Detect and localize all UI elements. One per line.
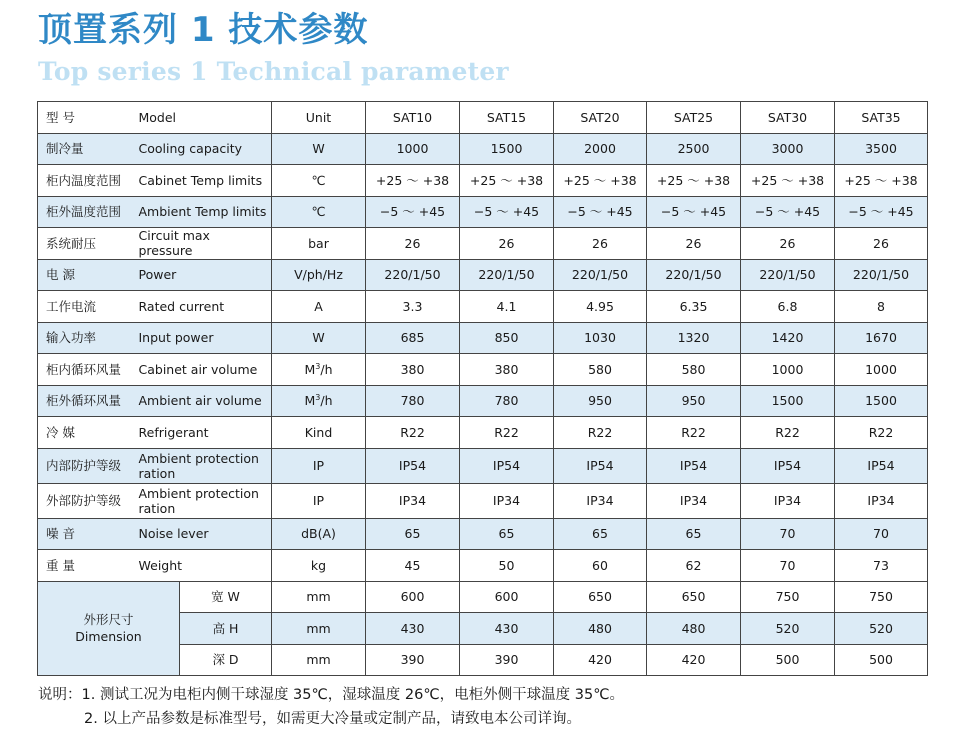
- unit-cell: Kind: [272, 417, 366, 449]
- note-line-2: [38, 707, 624, 731]
- value-cell: +25 ～ +38: [460, 165, 554, 197]
- unit-cell: W: [272, 133, 366, 165]
- unit-base: M: [304, 393, 316, 409]
- spec-table: [37, 101, 928, 676]
- model-header-cell: SAT20: [554, 102, 647, 134]
- value-cell: 26: [835, 228, 928, 260]
- unit-cell: [272, 385, 366, 417]
- value-cell: 70: [741, 518, 835, 550]
- row-label-en: Refrigerant: [135, 417, 272, 449]
- row-label-en: Cooling capacity: [135, 133, 272, 165]
- dimension-label: [38, 581, 180, 676]
- model-header-cell: SAT15: [460, 102, 554, 134]
- value-cell: 1320: [647, 322, 741, 354]
- row-label-en: Cabinet Temp limits: [135, 165, 272, 197]
- table-header-row: [38, 102, 928, 134]
- value-cell: 70: [835, 518, 928, 550]
- dimension-label-en: Dimension: [75, 629, 142, 645]
- value-cell: +25 ～ +38: [647, 165, 741, 197]
- dimension-sub-label: 宽 W: [180, 581, 272, 613]
- unit-cell: ℃: [272, 196, 366, 228]
- value-cell: 45: [366, 550, 460, 582]
- unit-superscript: 3: [315, 393, 321, 403]
- value-cell: 650: [554, 581, 647, 613]
- unit-cell: IP: [272, 448, 366, 483]
- row-label-en: Rated current: [135, 291, 272, 323]
- row-label-en: Noise lever: [135, 518, 272, 550]
- table-row: [38, 354, 928, 386]
- value-cell: 3000: [741, 133, 835, 165]
- table-row: [38, 483, 928, 518]
- spec-table-body: [38, 102, 928, 676]
- table-row: [38, 550, 928, 582]
- value-cell: 520: [835, 613, 928, 645]
- value-cell: 1000: [366, 133, 460, 165]
- dimension-sub-label: 高 H: [180, 613, 272, 645]
- value-cell: 1500: [741, 385, 835, 417]
- note-1: 1. 测试工况为电柜内侧干球湿度 35℃，湿球温度 26℃，电柜外侧干球温度 35℃。: [81, 687, 624, 703]
- header-model-cn: 型 号: [38, 102, 135, 134]
- value-cell: 26: [647, 228, 741, 260]
- value-cell: IP54: [647, 448, 741, 483]
- value-cell: 950: [647, 385, 741, 417]
- row-label-en: Weight: [135, 550, 272, 582]
- page-subtitle: Top series 1 Technical parameter: [38, 57, 509, 86]
- value-cell: IP34: [647, 483, 741, 518]
- value-cell: 750: [741, 581, 835, 613]
- value-cell: 26: [554, 228, 647, 260]
- value-cell: 1500: [835, 385, 928, 417]
- model-header-cell: SAT30: [741, 102, 835, 134]
- value-cell: 750: [835, 581, 928, 613]
- value-cell: R22: [554, 417, 647, 449]
- unit-superscript: 3: [315, 361, 321, 371]
- table-row: [38, 385, 928, 417]
- value-cell: IP54: [460, 448, 554, 483]
- table-row: [38, 165, 928, 197]
- row-label-cn: 柜外温度范围: [38, 196, 135, 228]
- value-cell: IP34: [741, 483, 835, 518]
- value-cell: 2000: [554, 133, 647, 165]
- row-label-en: Ambient Temp limits: [135, 196, 272, 228]
- value-cell: R22: [647, 417, 741, 449]
- row-label-cn: 重 量: [38, 550, 135, 582]
- value-cell: 50: [460, 550, 554, 582]
- value-cell: 6.8: [741, 291, 835, 323]
- value-cell: 430: [366, 613, 460, 645]
- value-cell: 480: [554, 613, 647, 645]
- value-cell: 70: [741, 550, 835, 582]
- value-cell: 600: [460, 581, 554, 613]
- value-cell: +25 ～ +38: [366, 165, 460, 197]
- value-cell: 4.95: [554, 291, 647, 323]
- value-cell: 480: [647, 613, 741, 645]
- unit-cell: A: [272, 291, 366, 323]
- table-row: [38, 196, 928, 228]
- value-cell: 3500: [835, 133, 928, 165]
- header-model-en: Model: [135, 102, 272, 134]
- table-row: [38, 291, 928, 323]
- notes-prefix: 说明：: [38, 687, 82, 703]
- value-cell: 3.3: [366, 291, 460, 323]
- notes: [38, 683, 624, 731]
- value-cell: 430: [460, 613, 554, 645]
- table-row: [38, 133, 928, 165]
- row-label-en: Ambient air volume: [135, 385, 272, 417]
- value-cell: 780: [460, 385, 554, 417]
- unit-cell: V/ph/Hz: [272, 259, 366, 291]
- value-cell: 500: [741, 644, 835, 676]
- value-cell: 390: [460, 644, 554, 676]
- value-cell: IP34: [835, 483, 928, 518]
- value-cell: R22: [460, 417, 554, 449]
- value-cell: 65: [460, 518, 554, 550]
- unit-cell: W: [272, 322, 366, 354]
- value-cell: +25 ～ +38: [741, 165, 835, 197]
- value-cell: 380: [460, 354, 554, 386]
- value-cell: 220/1/50: [460, 259, 554, 291]
- value-cell: 1670: [835, 322, 928, 354]
- row-label-en: Power: [135, 259, 272, 291]
- value-cell: 220/1/50: [835, 259, 928, 291]
- row-label-cn: 外部防护等级: [38, 483, 135, 518]
- header-unit: Unit: [272, 102, 366, 134]
- value-cell: 220/1/50: [741, 259, 835, 291]
- value-cell: 420: [647, 644, 741, 676]
- unit-cell: [272, 354, 366, 386]
- value-cell: 8: [835, 291, 928, 323]
- value-cell: 380: [366, 354, 460, 386]
- page-title: 顶置系列 1 技术参数: [38, 10, 369, 50]
- table-row: [38, 259, 928, 291]
- value-cell: 1500: [460, 133, 554, 165]
- value-cell: 6.35: [647, 291, 741, 323]
- row-label-cn: 冷 媒: [38, 417, 135, 449]
- row-label-cn: 柜外循环风量: [38, 385, 135, 417]
- dimension-label-cn: 外形尺寸: [83, 612, 134, 628]
- value-cell: 26: [366, 228, 460, 260]
- row-label-cn: 电 源: [38, 259, 135, 291]
- value-cell: −5 ～ +45: [835, 196, 928, 228]
- value-cell: 1000: [835, 354, 928, 386]
- unit-cell: mm: [272, 581, 366, 613]
- value-cell: −5 ～ +45: [554, 196, 647, 228]
- value-cell: −5 ～ +45: [741, 196, 835, 228]
- unit-cell: IP: [272, 483, 366, 518]
- value-cell: 1420: [741, 322, 835, 354]
- value-cell: 580: [554, 354, 647, 386]
- table-row: [38, 322, 928, 354]
- table-row: [38, 417, 928, 449]
- unit-base: M: [304, 361, 316, 377]
- row-label-en: Input power: [135, 322, 272, 354]
- unit-cell: ℃: [272, 165, 366, 197]
- table-row: [38, 581, 928, 613]
- value-cell: R22: [835, 417, 928, 449]
- value-cell: 950: [554, 385, 647, 417]
- value-cell: +25 ～ +38: [835, 165, 928, 197]
- row-label-en: Ambient protection ration: [135, 483, 272, 518]
- value-cell: 420: [554, 644, 647, 676]
- value-cell: 220/1/50: [647, 259, 741, 291]
- row-label-en: Ambient protection ration: [135, 448, 272, 483]
- row-label-cn: 柜内循环风量: [38, 354, 135, 386]
- value-cell: 62: [647, 550, 741, 582]
- value-cell: 390: [366, 644, 460, 676]
- unit-tail: /h: [320, 361, 333, 377]
- row-label-cn: 内部防护等级: [38, 448, 135, 483]
- value-cell: 220/1/50: [554, 259, 647, 291]
- unit-cell: mm: [272, 644, 366, 676]
- value-cell: 65: [554, 518, 647, 550]
- row-label-cn: 制冷量: [38, 133, 135, 165]
- value-cell: 4.1: [460, 291, 554, 323]
- value-cell: IP54: [366, 448, 460, 483]
- row-label-cn: 工作电流: [38, 291, 135, 323]
- row-label-en: Cabinet air volume: [135, 354, 272, 386]
- value-cell: 685: [366, 322, 460, 354]
- row-label-cn: 噪 音: [38, 518, 135, 550]
- value-cell: +25 ～ +38: [554, 165, 647, 197]
- value-cell: −5 ～ +45: [647, 196, 741, 228]
- value-cell: IP54: [554, 448, 647, 483]
- unit-tail: /h: [320, 393, 333, 409]
- value-cell: IP34: [554, 483, 647, 518]
- table-row: [38, 448, 928, 483]
- value-cell: −5 ～ +45: [366, 196, 460, 228]
- value-cell: 500: [835, 644, 928, 676]
- value-cell: 1000: [741, 354, 835, 386]
- model-header-cell: SAT10: [366, 102, 460, 134]
- value-cell: −5 ～ +45: [460, 196, 554, 228]
- value-cell: 26: [741, 228, 835, 260]
- value-cell: 60: [554, 550, 647, 582]
- model-header-cell: SAT35: [835, 102, 928, 134]
- value-cell: 600: [366, 581, 460, 613]
- value-cell: IP34: [366, 483, 460, 518]
- table-row: [38, 518, 928, 550]
- unit-cell: dB(A): [272, 518, 366, 550]
- note-2: 2. 以上产品参数是标准型号，如需更大冷量或定制产品，请致电本公司详询。: [84, 711, 581, 727]
- value-cell: 650: [647, 581, 741, 613]
- row-label-cn: 柜内温度范围: [38, 165, 135, 197]
- value-cell: R22: [741, 417, 835, 449]
- value-cell: IP54: [741, 448, 835, 483]
- value-cell: IP54: [835, 448, 928, 483]
- unit-cell: kg: [272, 550, 366, 582]
- table-row: [38, 228, 928, 260]
- value-cell: IP34: [460, 483, 554, 518]
- value-cell: 26: [460, 228, 554, 260]
- value-cell: 580: [647, 354, 741, 386]
- note-line-1: [38, 683, 624, 707]
- value-cell: 73: [835, 550, 928, 582]
- value-cell: 65: [366, 518, 460, 550]
- row-label-cn: 输入功率: [38, 322, 135, 354]
- value-cell: 2500: [647, 133, 741, 165]
- row-label-cn: 系统耐压: [38, 228, 135, 260]
- value-cell: 1030: [554, 322, 647, 354]
- value-cell: 780: [366, 385, 460, 417]
- value-cell: 520: [741, 613, 835, 645]
- row-label-en: Circuit max pressure: [135, 228, 272, 260]
- unit-cell: bar: [272, 228, 366, 260]
- value-cell: R22: [366, 417, 460, 449]
- unit-cell: mm: [272, 613, 366, 645]
- value-cell: 850: [460, 322, 554, 354]
- model-header-cell: SAT25: [647, 102, 741, 134]
- value-cell: 220/1/50: [366, 259, 460, 291]
- dimension-sub-label: 深 D: [180, 644, 272, 676]
- value-cell: 65: [647, 518, 741, 550]
